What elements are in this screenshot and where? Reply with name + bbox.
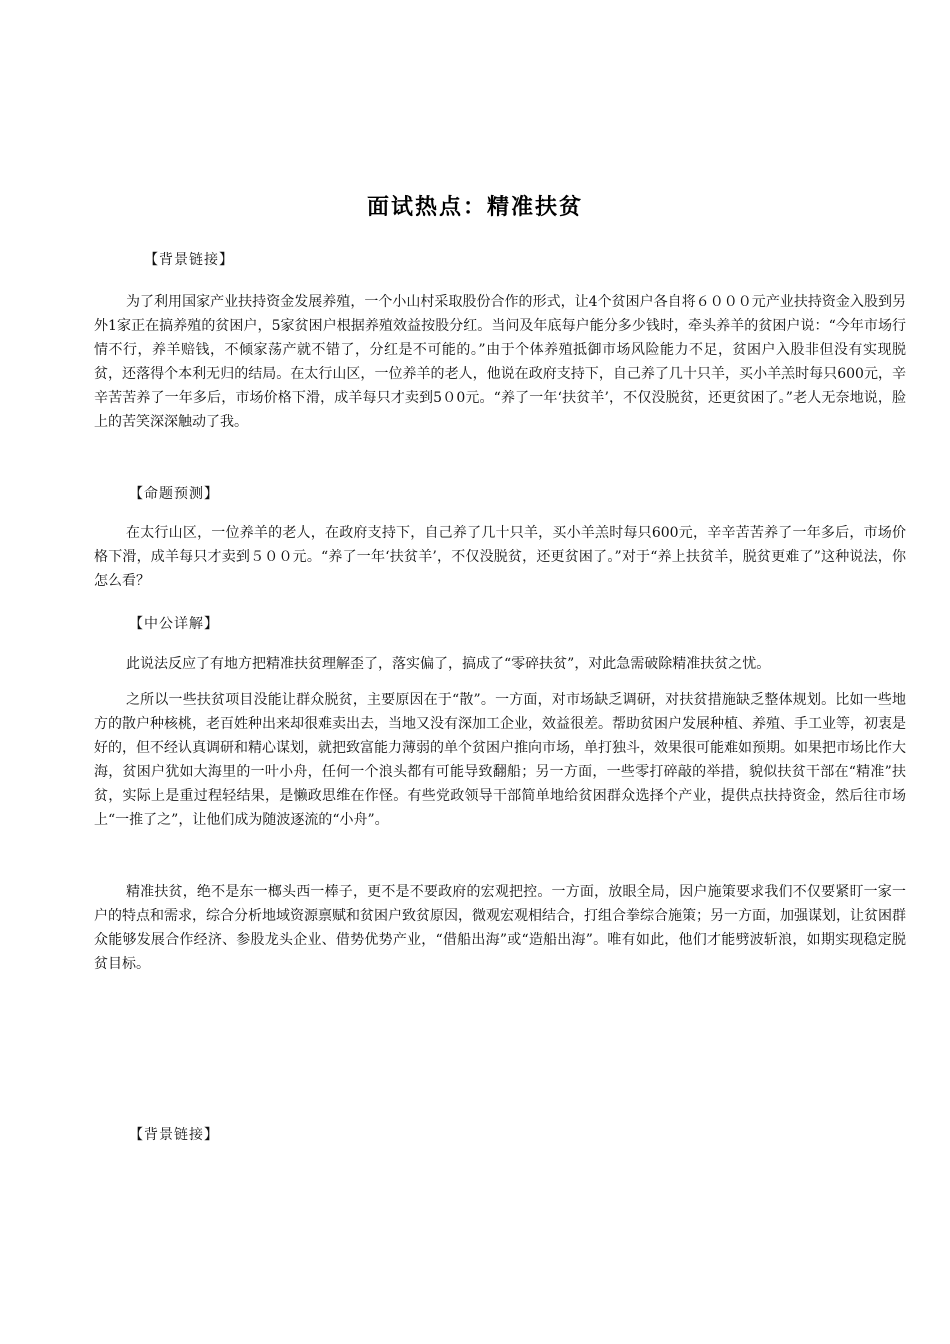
analysis-paragraph-3: 精准扶贫，绝不是东一榔头西一棒子，更不是不要政府的宏观把控。一方面，放眼全局，因户施策要求我们不仅要紧盯一家一户的特点和需求，综合分析地域资源禀赋和贫困户致贫原因，微观宏观相结合，打组合拳综合施策；另一方面，加强谋划，让贫困群众能够发展合作经济、参股龙头企业、借势优势产业，“借船出海”或“造船出海”。唯有如此，他们才能劈波斩浪，如期实现稳定脱贫目标。 [94,884,906,972]
analysis-heading: 【中公详解】 [129,616,219,632]
prediction-heading: 【命题预测】 [129,486,219,502]
background-paragraph: 为了利用国家产业扶持资金发展养殖，一个小山村采取股份合作的形式，让4个贫困户各自将６０００元产业扶持资金入股到另外1家正在搞养殖的贫困户，5家贫困户根据养殖效益按股分红。当问及年底每户能分多少钱时，牵头养羊的贫困户说：“今年市场行情不行，养羊赔钱，不倾家荡产就不错了，分红是不可能的。”由于个体养殖抵御市场风险能力不足，贫困户入股非但没有实现脱贫，还落得个本利无归的结局。在太行山区，一位养羊的老人，他说在政府支持下，自己养了几十只羊，买小羊羔时每只600元，辛辛苦苦养了一年多后，市场价格下滑，成羊每只才卖到5０0元。“养了一年‘扶贫羊’，不仅没脱贫，还更贫困了。”老人无奈地说，脸上的苦笑深深触动了我。 [94,294,906,430]
background-heading: 【背景链接】 [144,252,234,268]
footer-background-heading: 【背景链接】 [129,1127,219,1143]
analysis-paragraph-1: 此说法反应了有地方把精准扶贫理解歪了，落实偏了，搞成了“零碎扶贫”，对此急需破除精准扶贫之忧。 [126,656,771,672]
analysis-paragraph-2: 之所以一些扶贫项目没能让群众脱贫，主要原因在于“散”。一方面，对市场缺乏调研，对扶贫措施缺乏整体规划。比如一些地方的散户种核桃，老百姓种出来却很难卖出去，当地又没有深加工企业，效益很差。帮助贫困户发展种植、养殖、手工业等，初衷是好的，但不经认真调研和精心谋划，就把致富能力薄弱的单个贫困户推向市场，单打独斗，效果很可能难如预期。如果把市场比作大海，贫困户犹如大海里的一叶小舟，任何一个浪头都有可能导致翻船；另一方面，一些零打碎敲的举措，貌似扶贫干部在“精准”扶贫，实际上是重过程轻结果，是懒政思维在作怪。有些党政领导干部简单地给贫困群众选择个产业，提供点扶持资金，然后往市场上“一推了之”，让他们成为随波逐流的“小舟”。 [94,692,906,828]
document-title: 面试热点：精准扶贫 [366,195,583,220]
prediction-paragraph: 在太行山区，一位养羊的老人，在政府支持下，自己养了几十只羊，买小羊羔时每只600元，辛辛苦苦养了一年多后，市场价格下滑，成羊每只才卖到５００元。“养了一年‘扶贫羊’，不仅没脱贫，还更贫困了。”对于“养上扶贫羊，脱贫更难了”这种说法，你怎么看？ [94,525,906,589]
